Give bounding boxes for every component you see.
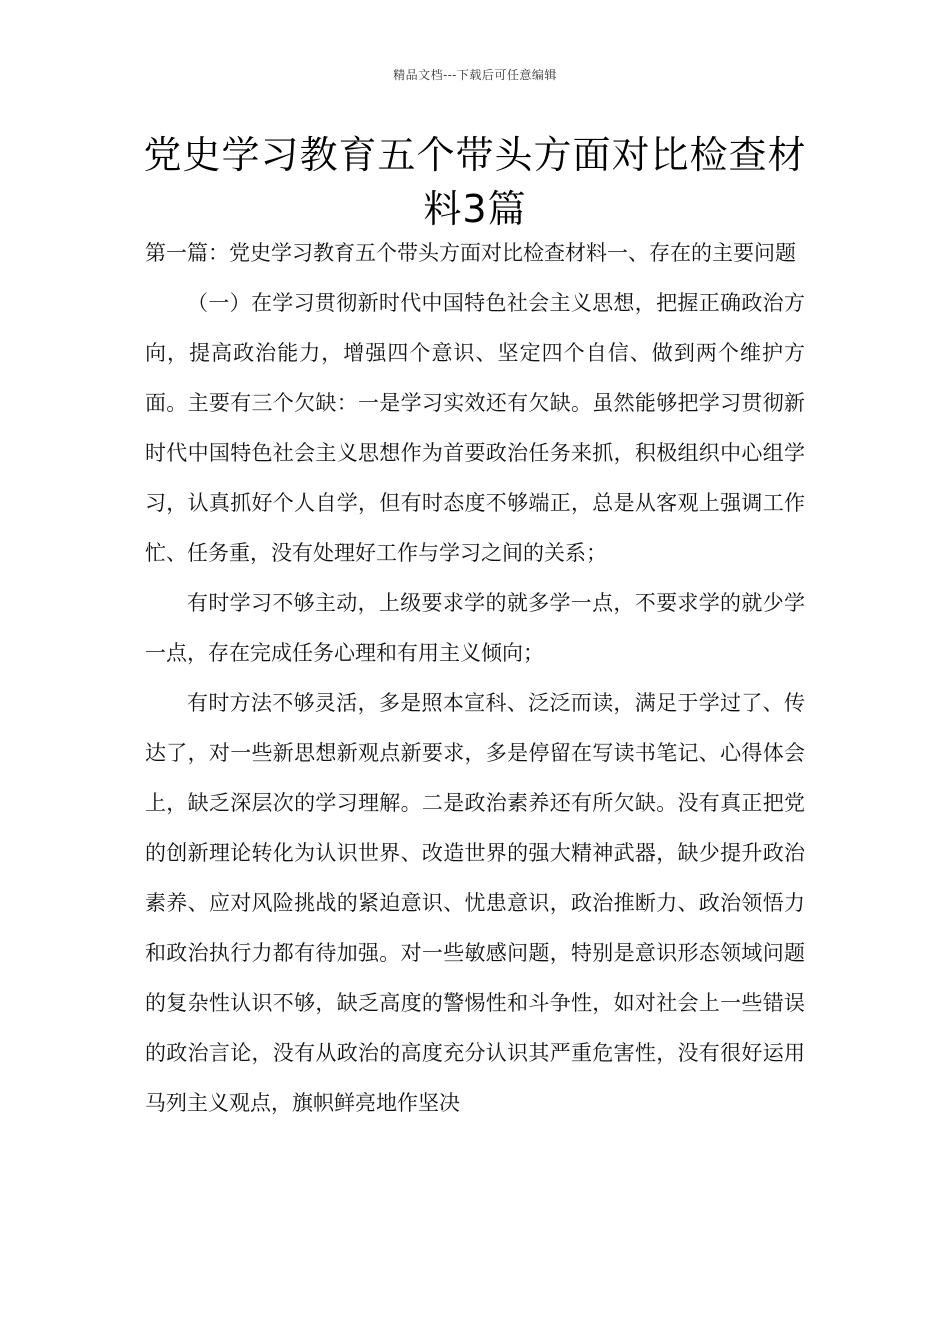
body-paragraph: （一）在学习贯彻新时代中国特色社会主义思想，把握正确政治方向，提高政治能力，增强四个意识、坚定四个自信、做到两个维护方面。主要有三个欠缺：一是学习实效还有欠缺。虽然能够把学习贯彻新时代中国特色社会主义思想作为首要政治任务来抓，积极组织中心组学习，认真抓好个人自学，但有时态度不够端正，总是从客观上强调工作忙、任务重，没有处理好工作与学习之间的关系； bbox=[145, 291, 805, 565]
body-paragraph: 有时方法不够灵活，多是照本宣科、泛泛而读，满足于学过了、传达了，对一些新思想新观点新要求，多是停留在写读书笔记、心得体会上，缺乏深层次的学习理解。二是政治素养还有所欠缺。没有真正把党的创新理论转化为认识世界、改造世界的强大精神武器，缺少提升政治素养、应对风险挑战的紧迫意识、忧患意识，政治推断力、政治领悟力和政治执行力都有待加强。对一些敏感问题，特别是意识形态领域问题的复杂性认识不够，缺乏高度的警惕性和斗争性，如对社会上一些错误的政治言论，没有从政治的高度充分认识其严重危害性，没有很好运用马列主义观点，旗帜鲜亮地作坚决 bbox=[145, 691, 805, 1115]
document-body bbox=[145, 228, 805, 1128]
section-heading-paragraph: 第一篇：党史学习教育五个带头方面对比检查材料一、存在的主要问题 bbox=[145, 241, 796, 265]
body-paragraph: 有时学习不够主动，上级要求学的就多学一点，不要求学的就少学一点，存在完成任务心理和有用主义倾向； bbox=[145, 591, 805, 665]
header-note: 精品文档---下载后可任意编辑 bbox=[393, 68, 557, 82]
document-title: 党史学习教育五个带头方面对比检查材料3篇 bbox=[143, 133, 807, 231]
